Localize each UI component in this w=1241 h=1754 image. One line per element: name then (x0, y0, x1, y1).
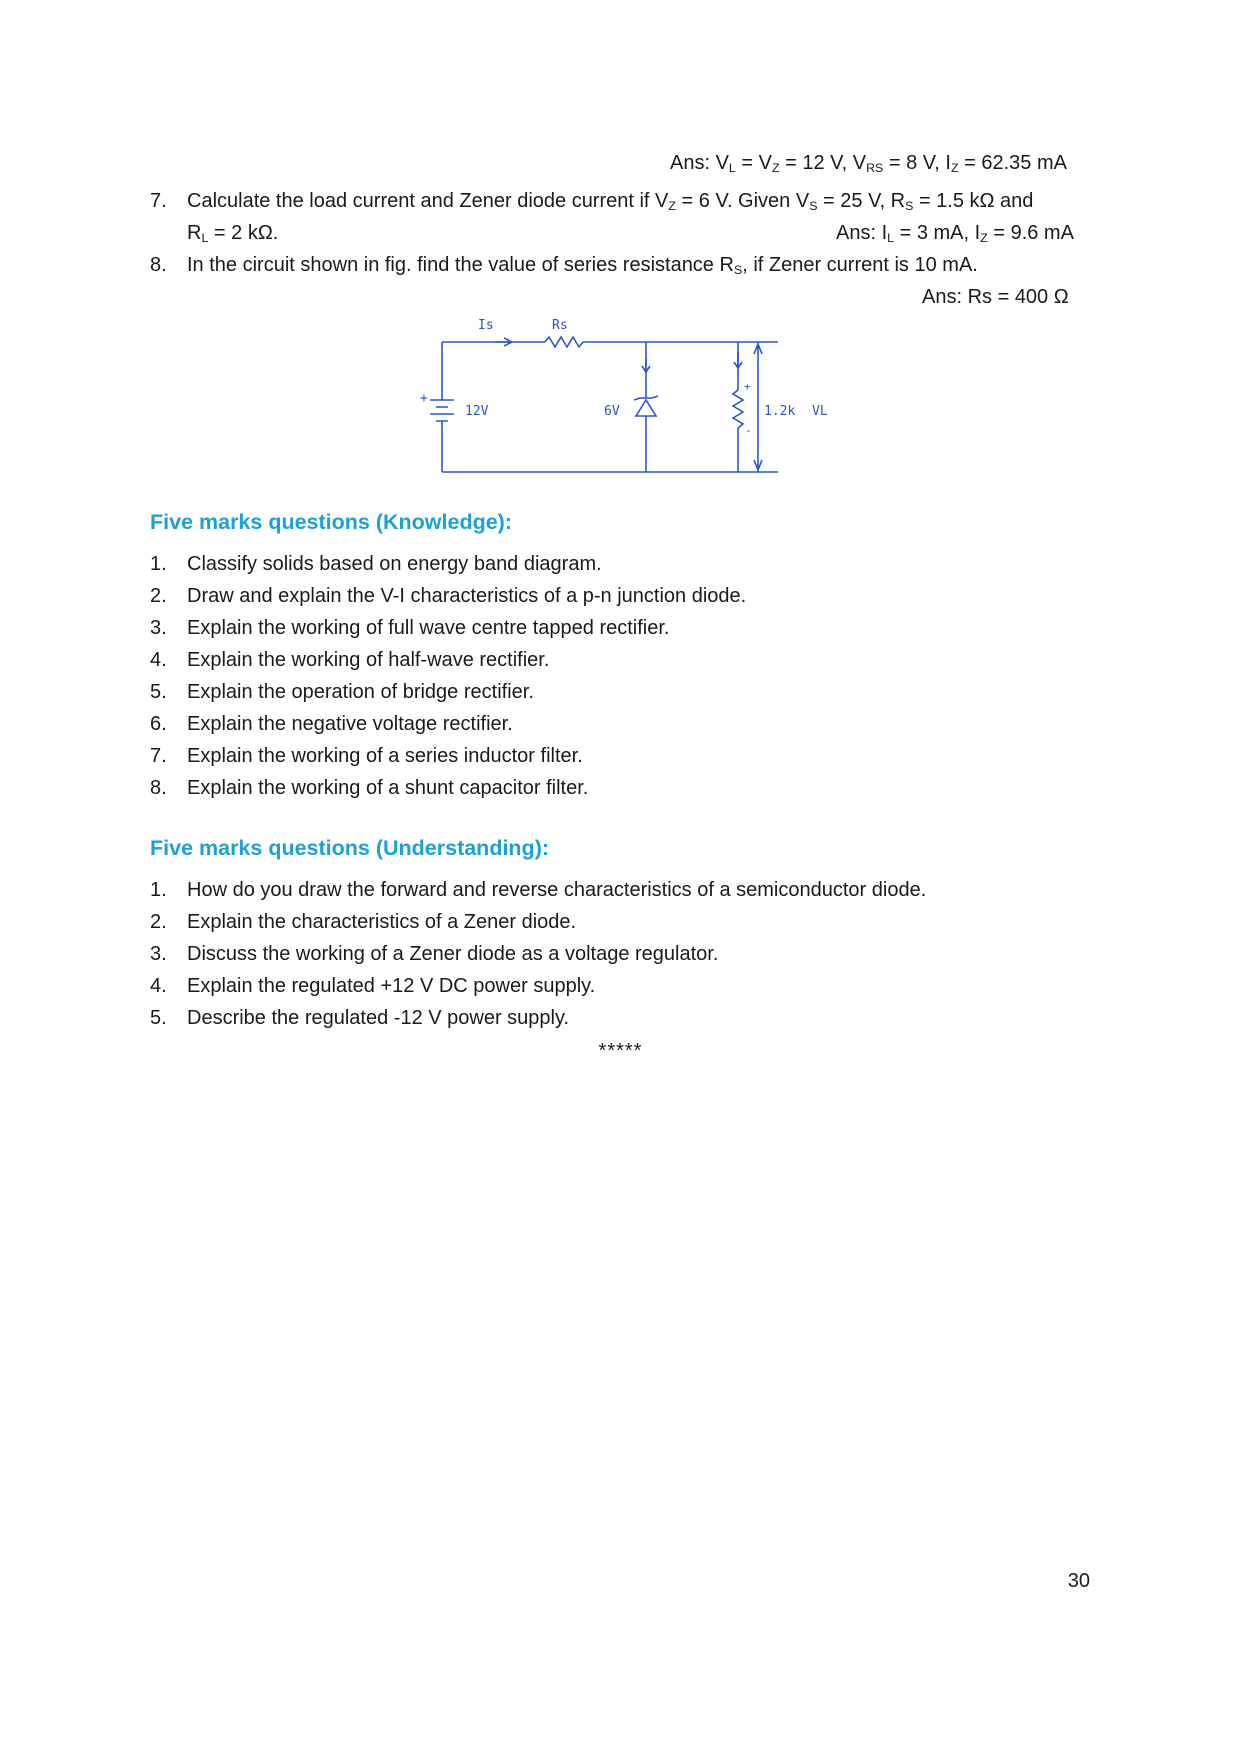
q7-text: Calculate the load current and Zener diode current if V (187, 190, 669, 212)
question-text (187, 254, 978, 277)
label-battery-plus: + (420, 391, 428, 406)
prev-answer-text: Ans: V (670, 152, 729, 174)
q7-sub: S (809, 199, 818, 214)
prev-answer-sub: L (728, 161, 736, 176)
load-resistor-icon (733, 390, 743, 428)
list-item-number: 3. (150, 943, 167, 965)
understanding-heading: Five marks questions (Understanding): (150, 836, 550, 860)
series-resistor (545, 337, 583, 347)
question-number: 7. (150, 190, 167, 212)
question-number: 8. (150, 254, 167, 276)
q8-text: In the circuit shown in fig. find the value of series resistance R (187, 254, 734, 276)
load-current-arrow (734, 352, 742, 368)
list-item-number: 4. (150, 649, 167, 671)
prev-answer-sub: RS (866, 161, 884, 176)
label-load-minus: - (745, 424, 752, 437)
list-item-text: How do you draw the forward and reverse characteristics of a semiconductor diode. (187, 879, 927, 901)
q7-sub: L (201, 231, 209, 246)
q7-text: = 2 kΩ. (208, 222, 279, 244)
label-source-voltage: 12V (465, 404, 489, 419)
q7-answer-text: Ans: I (836, 222, 888, 244)
q7-text: = 25 V, R (817, 190, 906, 212)
zener-current-arrow (642, 358, 650, 372)
zener-diode-icon (634, 396, 658, 416)
knowledge-heading: Five marks questions (Knowledge): (150, 510, 512, 534)
list-item-number: 4. (150, 975, 167, 997)
prev-answer-sub: Z (771, 161, 780, 176)
label-vl: VL (812, 404, 828, 419)
list-item-text: Explain the working of a series inductor filter. (187, 745, 583, 767)
q7-sub: S (905, 199, 914, 214)
prev-answer-text: = 62.35 mA (958, 152, 1067, 174)
list-item-text: Describe the regulated -12 V power supply. (187, 1007, 570, 1029)
list-item-number: 1. (150, 879, 167, 901)
list-item-number: 8. (150, 777, 167, 799)
q7-sub: Z (668, 199, 676, 214)
list-item-text: Classify solids based on energy band diagram. (187, 553, 602, 575)
q7-answer-sub: Z (980, 231, 988, 246)
list-item-text: Discuss the working of a Zener diode as a voltage regulator. (187, 943, 719, 965)
q7-text: = 6 V. Given V (675, 190, 810, 212)
q7-text: = 1.5 kΩ and (913, 190, 1034, 212)
list-item-text: Explain the working of full wave centre tapped rectifier. (187, 617, 670, 639)
label-load-plus: + (744, 380, 751, 393)
list-item-number: 2. (150, 585, 167, 607)
q7-text: R (187, 222, 202, 244)
list-item-text: Explain the working of a shunt capacitor filter. (187, 777, 589, 799)
list-item-number: 6. (150, 713, 167, 735)
prev-answer-text: = V (735, 152, 772, 174)
list-item-number: 5. (150, 1007, 167, 1029)
question-text-line-2 (187, 222, 278, 245)
q7-answer-text: = 3 mA, I (894, 222, 981, 244)
vl-measure-line (754, 342, 762, 472)
list-item-number: 1. (150, 553, 167, 575)
list-item-number: 5. (150, 681, 167, 703)
list-item-text: Draw and explain the V-I characteristics of a p-n junction diode. (187, 585, 747, 607)
q8-text: , if Zener current is 10 mA. (742, 254, 978, 276)
list-item-number: 2. (150, 911, 167, 933)
q8-answer: Ans: Rs = 400 Ω (922, 286, 1069, 308)
list-item-number: 7. (150, 745, 167, 767)
battery-icon (430, 400, 454, 428)
prev-answer (670, 152, 1067, 175)
prev-answer-sub: Z (950, 161, 959, 176)
list-item-text: Explain the regulated +12 V DC power supply. (187, 975, 596, 997)
prev-answer-text: = 12 V, V (779, 152, 867, 174)
q7-answer-sub: L (887, 231, 895, 246)
list-item-number: 3. (150, 617, 167, 639)
zener-circuit-diagram (400, 310, 860, 485)
current-arrow (495, 338, 512, 346)
list-item-text: Explain the operation of bridge rectifier. (187, 681, 534, 703)
prev-answer-text: = 8 V, I (883, 152, 951, 174)
label-is: Is (478, 318, 494, 333)
page-number: 30 (1067, 1570, 1090, 1592)
q7-answer (836, 222, 1074, 245)
list-item-text: Explain the negative voltage rectifier. (187, 713, 513, 735)
q8-sub: S (733, 263, 743, 278)
end-mark: ***** (598, 1040, 643, 1062)
label-zener-voltage: 6V (604, 404, 620, 419)
question-text-line-1 (187, 190, 1033, 213)
list-item-text: Explain the characteristics of a Zener diode. (187, 911, 577, 933)
q7-answer-text: = 9.6 mA (987, 222, 1074, 244)
label-load-resistance: 1.2k (764, 404, 796, 419)
label-rs: Rs (552, 318, 568, 333)
list-item-text: Explain the working of half-wave rectifier. (187, 649, 550, 671)
